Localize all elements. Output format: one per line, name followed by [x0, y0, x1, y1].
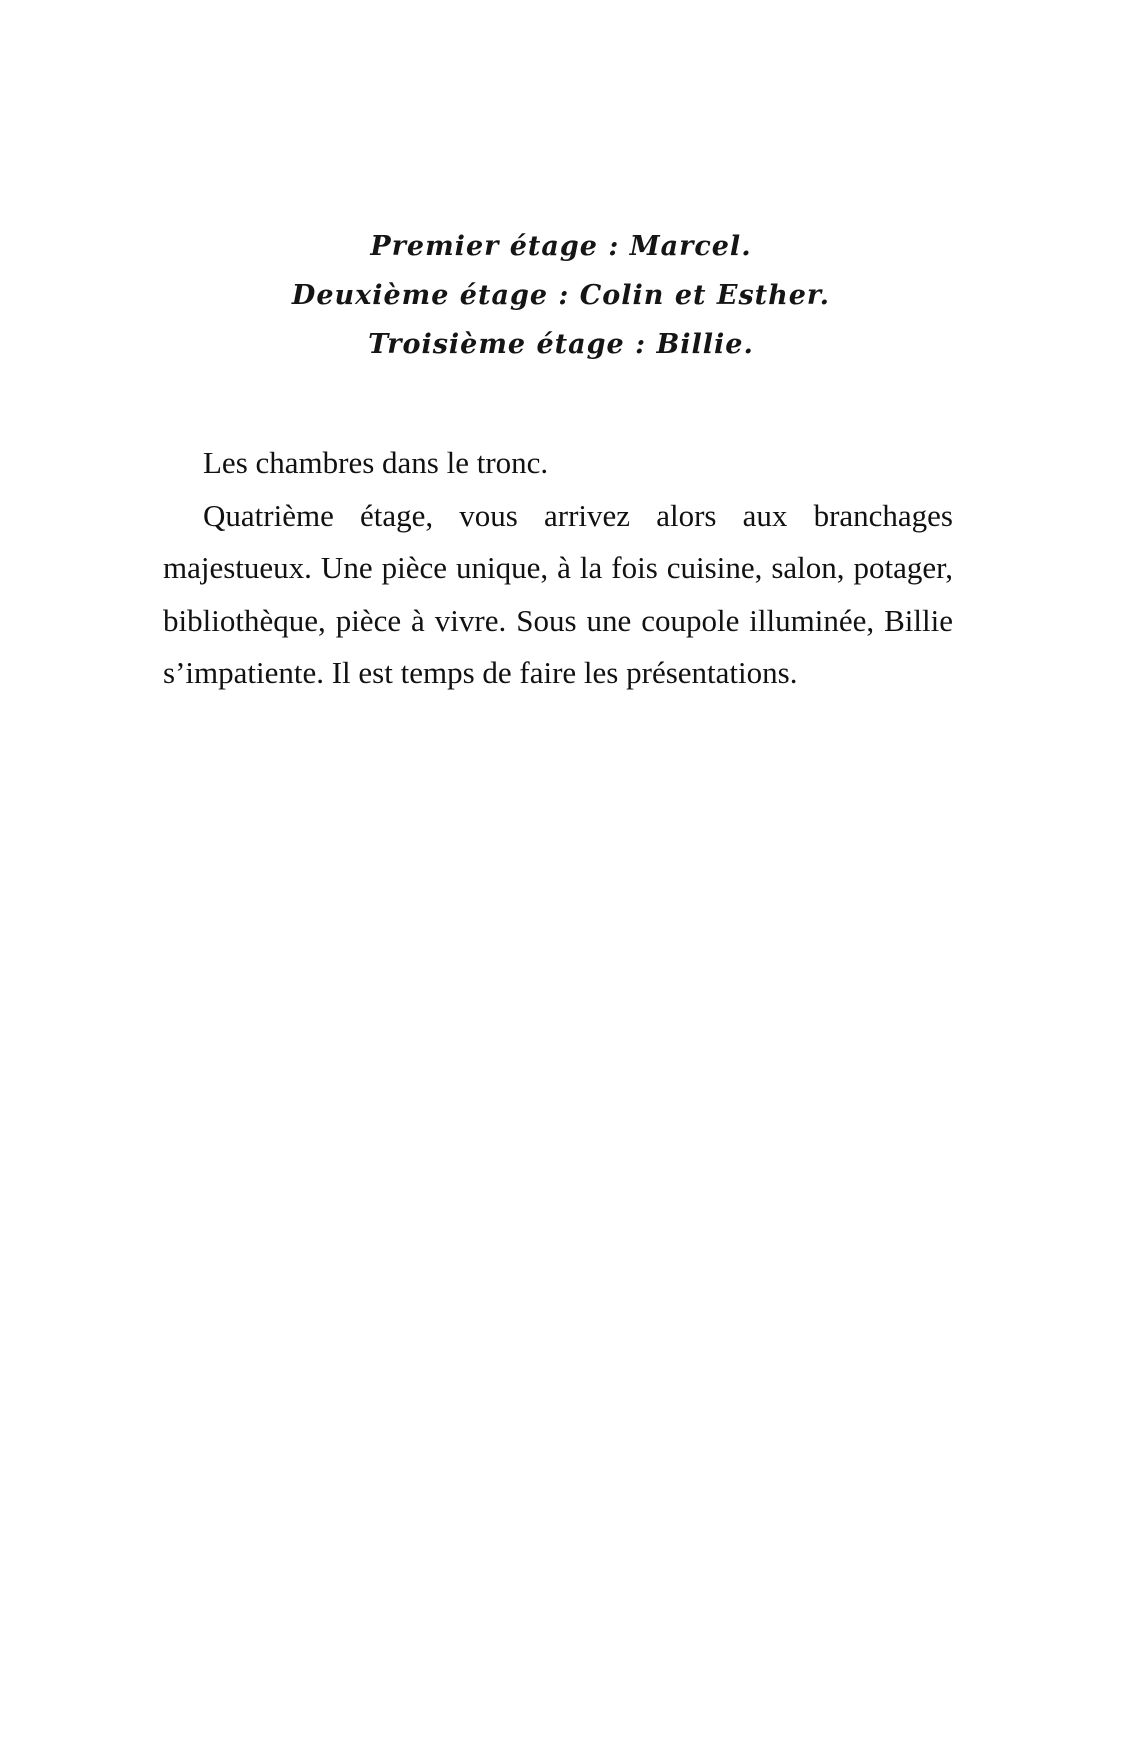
paragraph: Les chambres dans le tronc.	[203, 445, 549, 480]
paragraph: Quatrième étage, vous arrivez alors aux branchages majestueux. Une pièce unique, à la fois cuisine, salon, potager, bibliothèque, pièce à vivre. Sous une coupole illuminée, Billie s’impatiente. Il est temps de faire les présentations.	[163, 497, 953, 690]
floor-line-first: Premier étage : Marcel.	[370, 231, 752, 262]
floor-line-third: Troisième étage : Billie.	[368, 329, 754, 360]
floor-line-second: Deuxième étage : Colin et Esther.	[291, 280, 831, 311]
floor-list	[0, 222, 1122, 369]
body-text	[163, 437, 953, 700]
